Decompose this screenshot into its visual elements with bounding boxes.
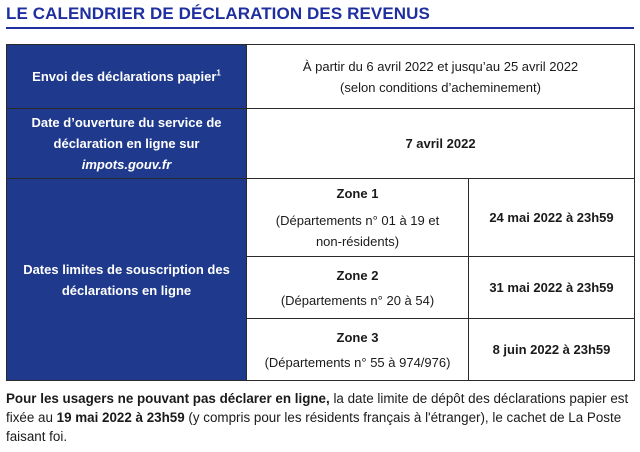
- zone-2-name: Zone 2: [336, 267, 379, 283]
- note-bold-date: 19 mai 2022 à 23h59: [56, 410, 185, 425]
- paper-date-range: À partir du 6 avril 2022 et jusqu’au 25 avril 2022: [302, 58, 579, 74]
- zone-1-deadline: 24 mai 2022 à 23h59: [469, 179, 635, 257]
- table-row-zone-1: [7, 179, 635, 257]
- online-open-label-line2: déclaration en ligne sur: [53, 136, 200, 151]
- note-bold-lead: Pour les usagers ne pouvant pas déclarer en ligne,: [6, 391, 330, 406]
- online-open-site: impots.gouv.fr: [81, 157, 172, 172]
- zone-3-desc-line1: (Départements n° 55 à 974/976): [264, 354, 451, 370]
- deadlines-label-cell: [7, 179, 247, 381]
- zone-2-desc-line1: (Départements n° 20 à 54): [280, 292, 435, 308]
- zone-1-name: Zone 1: [336, 186, 379, 201]
- zone-1-desc-line2: non-résidents): [315, 234, 400, 249]
- paper-conditions: (selon conditions d’acheminement): [340, 79, 541, 95]
- deadlines-label-line2: déclarations en ligne: [61, 282, 192, 298]
- online-open-label-cell: [7, 109, 247, 179]
- table-row-online-open: [7, 109, 635, 179]
- zone-2-deadline: 31 mai 2022 à 23h59: [469, 257, 635, 319]
- zone-3-cell: [247, 319, 469, 381]
- zone-3-deadline: 8 juin 2022 à 23h59: [469, 319, 635, 381]
- calendar-table: [6, 44, 635, 381]
- zone-1-cell: [247, 179, 469, 257]
- title-underline: [6, 27, 634, 29]
- paper-deadline-note: [6, 389, 634, 446]
- table-row-paper: [7, 45, 635, 109]
- note-text-2: (y compris pour les résidents français à l'étranger), le cachet de La Poste faisant foi.: [6, 410, 622, 444]
- deadlines-label-line1: Dates limites de souscription des: [23, 261, 230, 277]
- zone-2-cell: [247, 257, 469, 319]
- page-title: LE CALENDRIER DE DÉCLARATION DES REVENUS: [6, 4, 430, 23]
- online-open-date: 7 avril 2022: [247, 109, 635, 179]
- zone-1-desc-line1: (Départements n° 01 à 19 et: [275, 213, 440, 228]
- note-text-1: la date limite de dépôt des déclarations papier est fixée au: [6, 391, 629, 425]
- paper-label: Envoi des déclarations papier: [32, 69, 217, 84]
- online-open-label-line1: Date d’ouverture du service de: [31, 115, 222, 130]
- paper-label-cell: [7, 45, 247, 109]
- zone-3-name: Zone 3: [336, 329, 379, 345]
- footnote-marker: 1: [216, 68, 221, 78]
- paper-dates-cell: [247, 45, 635, 109]
